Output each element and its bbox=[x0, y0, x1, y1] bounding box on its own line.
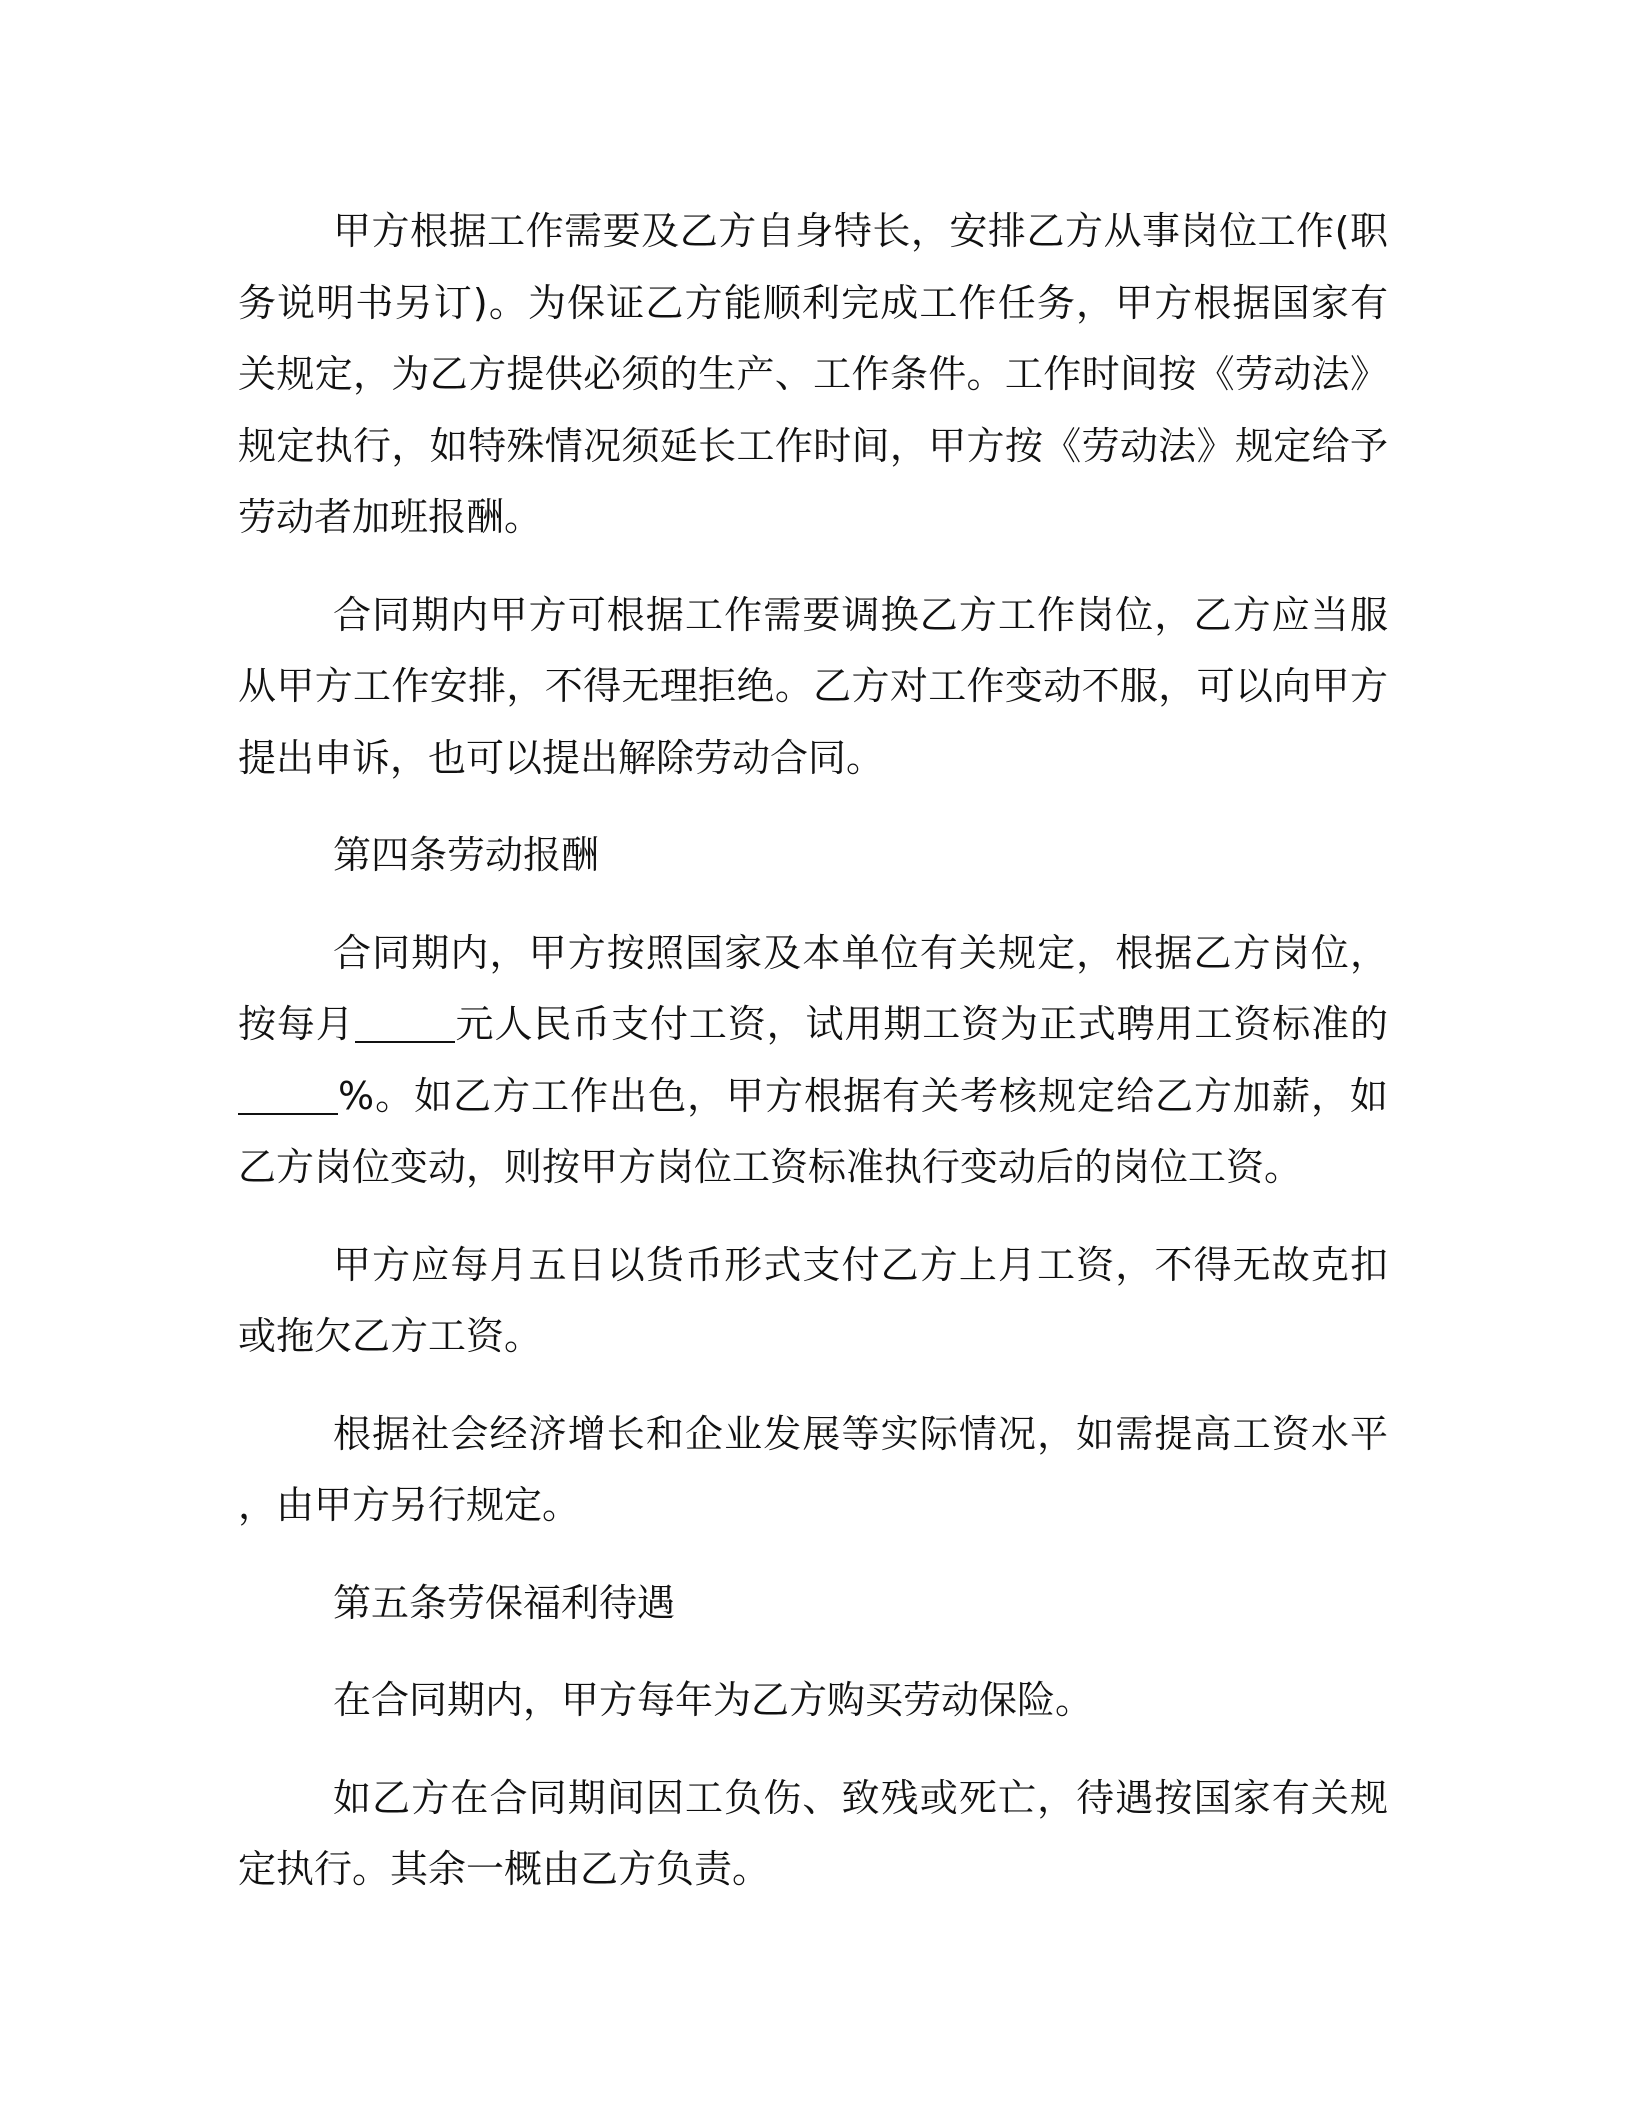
paragraph-job-transfer: 合同期内甲方可根据工作需要调换乙方工作岗位，乙方应当服从甲方工作安排，不得无理拒绝。乙方对工作变动不服，可以向甲方提出申诉，也可以提出解除劳动合同。 bbox=[238, 592, 1388, 780]
paragraph-salary bbox=[238, 918, 1388, 1204]
paragraph-insurance: 在合同期内，甲方每年为乙方购买劳动保险。 bbox=[333, 1678, 1094, 1722]
salary-amount-blank bbox=[355, 1003, 455, 1043]
salary-text-part3: %。如乙方工作出色，甲方根据有关考核规定给乙方加薪，如乙方岗位变动，则按甲方岗位工资标准执行变动后的岗位工资。 bbox=[238, 1073, 1388, 1189]
section-heading-article-4: 第四条劳动报酬 bbox=[333, 833, 600, 877]
section-heading-article-5: 第五条劳保福利待遇 bbox=[333, 1580, 676, 1625]
document-body bbox=[238, 196, 1388, 1932]
paragraph-payday: 甲方应每月五日以货币形式支付乙方上月工资，不得无故克扣或拖欠乙方工资。 bbox=[238, 1242, 1388, 1358]
probation-percent-blank bbox=[238, 1075, 338, 1115]
paragraph-injury-treatment: 如乙方在合同期间因工负伤、致残或死亡，待遇按国家有关规定执行。其余一概由乙方负责。 bbox=[238, 1775, 1388, 1891]
salary-text-part2: 元人民币支付工资，试用期工资为正式聘用工资标准的 bbox=[454, 1002, 1388, 1046]
salary-text-part1: 合同期内，甲方按照国家及本单位有关规定，根据乙方岗位，按每月 bbox=[238, 930, 1388, 1046]
paragraph-wage-increase: 根据社会经济增长和企业发展等实际情况，如需提高工资水平，由甲方另行规定。 bbox=[238, 1411, 1388, 1527]
paragraph-job-assignment: 甲方根据工作需要及乙方自身特长，安排乙方从事岗位工作(职务说明书另订)。为保证乙方能顺利完成工作任务，甲方根据国家有关规定，为乙方提供必须的生产、工作条件。工作时间按《劳动法》规定执行，如特殊情况须延长工作时间，甲方按《劳动法》规定给予劳动者加班报酬。 bbox=[238, 209, 1388, 539]
